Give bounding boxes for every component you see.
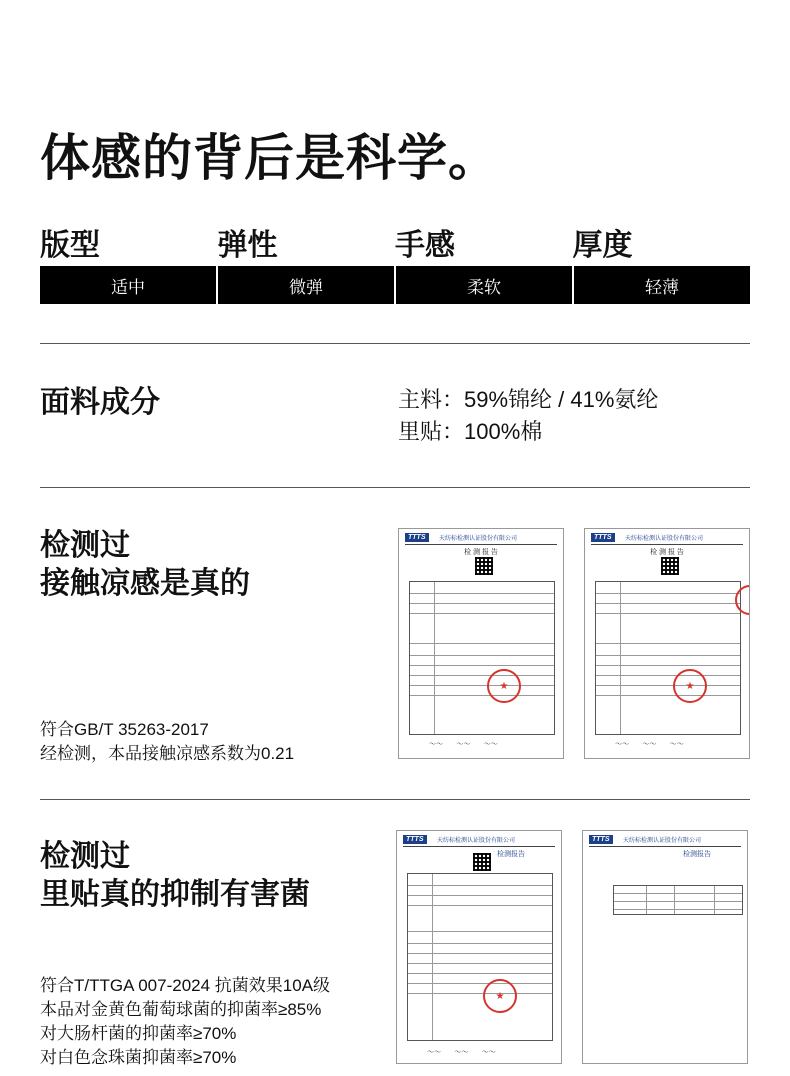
qr-code-icon [661, 557, 679, 575]
antibacterial-note: 对白色念珠菌抑菌率≥70% [40, 1048, 237, 1067]
report-logo: TTTS [591, 533, 615, 542]
report-table [407, 873, 553, 1041]
antibacterial-heading-line1: 检测过 [40, 840, 130, 873]
spec-value-fit: 适中 [40, 266, 216, 304]
cooling-heading-line2: 接触凉感是真的 [40, 567, 250, 600]
report-company: 天纺标检测认证股份有限公司 [439, 536, 518, 542]
report-company: 天纺标检测认证股份有限公司 [623, 838, 702, 844]
report-table [595, 581, 741, 735]
cooling-heading [40, 527, 250, 603]
fabric-heading: 面料成分 [40, 386, 160, 419]
report-title: 检 测 报 告 [650, 549, 684, 556]
spec-label-thickness: 厚度 [572, 229, 633, 262]
report-title: 检 测 报 告 [464, 549, 498, 556]
report-title: 检测报告 [497, 851, 525, 858]
antibacterial-note: 符合T/TTGA 007-2024 抗菌效果10A级 [40, 976, 331, 995]
report-logo: TTTS [403, 835, 427, 844]
page-title: 体感的背后是科学。 [40, 130, 499, 186]
report-title: 检测报告 [683, 851, 711, 858]
divider [40, 343, 750, 344]
signature-icon: ～～ ～～ ～～ [427, 1048, 496, 1056]
cooling-heading-line1: 检测过 [40, 529, 130, 562]
signature-icon: ～～ ～～ ～～ [615, 740, 684, 748]
divider [40, 799, 750, 800]
report-logo: TTTS [589, 835, 613, 844]
qr-code-icon [473, 853, 491, 871]
cooling-report-image-2 [584, 528, 750, 759]
qr-code-icon [475, 557, 493, 575]
report-company: 天纺标检测认证股份有限公司 [437, 838, 516, 844]
spec-value-thickness: 轻薄 [574, 266, 750, 304]
antibacterial-note: 本品对金黄色葡萄球菌的抑菌率≥85% [40, 1000, 322, 1019]
stamp-icon: ★ [483, 979, 517, 1013]
cooling-note [40, 718, 294, 766]
report-logo: TTTS [405, 533, 429, 542]
fabric-lining: 里贴：100%棉 [398, 419, 543, 444]
spec-values [40, 266, 750, 304]
antibacterial-report-image-1 [396, 830, 562, 1064]
report-company: 天纺标检测认证股份有限公司 [625, 536, 704, 542]
spec-value-feel: 柔软 [396, 266, 572, 304]
spec-label-elasticity: 弹性 [217, 229, 278, 262]
antibacterial-heading [40, 838, 310, 914]
stamp-icon: ★ [487, 669, 521, 703]
fabric-composition [398, 384, 658, 448]
spec-value-elasticity: 微弹 [218, 266, 394, 304]
spec-label-feel: 手感 [395, 229, 455, 262]
report-table [613, 885, 743, 915]
cooling-note-line2: 经检测，本品接触凉感系数为0.21 [40, 744, 295, 763]
antibacterial-heading-line2: 里贴真的抑制有害菌 [40, 878, 310, 911]
report-table [409, 581, 555, 735]
stamp-icon: ★ [673, 669, 707, 703]
fabric-main: 主料：59%锦纶 / 41%氨纶 [398, 387, 659, 412]
spec-label-fit: 版型 [40, 229, 100, 262]
divider [40, 487, 750, 488]
antibacterial-report-image-2 [582, 830, 748, 1064]
signature-icon: ～～ ～～ ～～ [429, 740, 498, 748]
antibacterial-notes [40, 974, 330, 1070]
cooling-note-line1: 符合GB/T 35263-2017 [40, 720, 209, 739]
antibacterial-note: 对大肠杆菌的抑菌率≥70% [40, 1024, 237, 1043]
cooling-report-image-1 [398, 528, 564, 759]
spec-labels [40, 220, 750, 264]
